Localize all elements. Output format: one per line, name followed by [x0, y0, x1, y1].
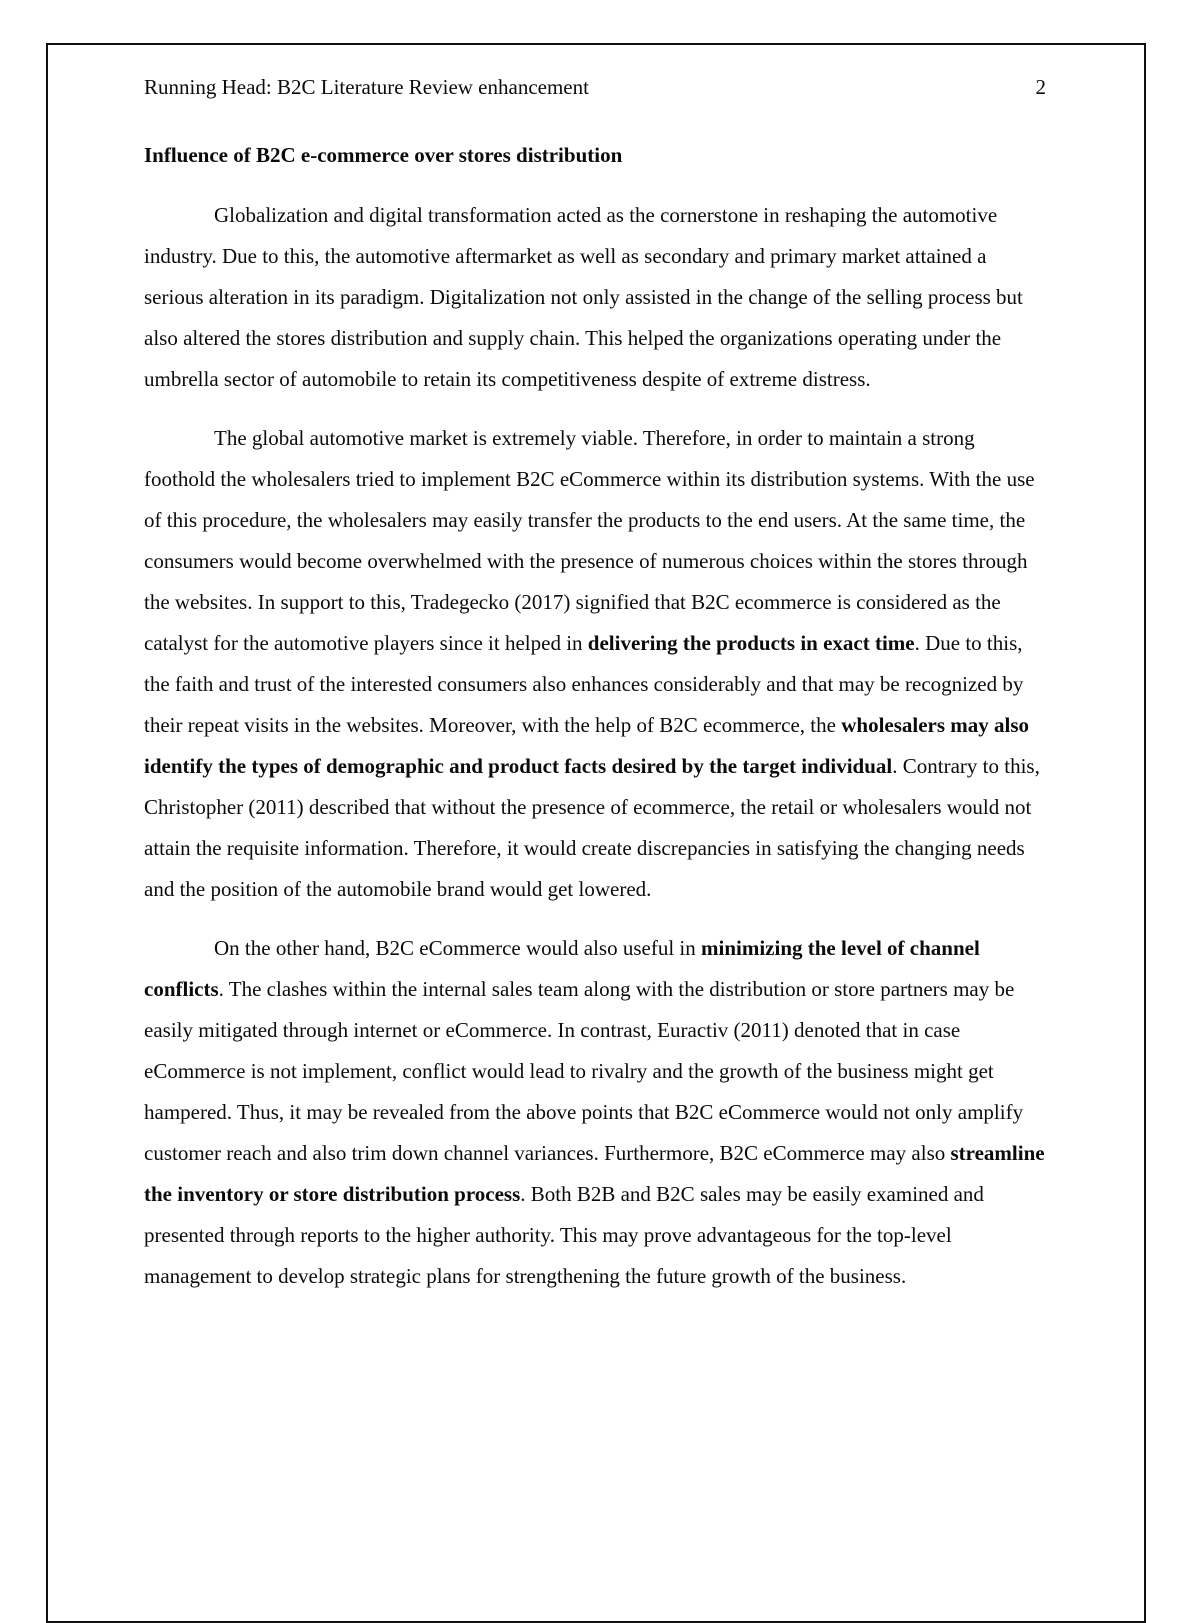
text-run-bold: wholesalers may also identify the types of demographic and product facts desired by the target individual	[144, 713, 1030, 779]
paragraph	[144, 418, 1046, 910]
page-number: 2	[1035, 75, 1046, 99]
text-run: . Contrary to this, Christopher (2011) described that without the presence of ecommerce, the retail or wholesalers would not attain the requisite information. Therefore, it would create discrepancies in satisfying the changing needs and the position of the automobile brand would get lowered.	[144, 754, 1040, 902]
text-run-bold: minimizing the level of channel conflicts	[144, 936, 980, 1002]
text-run: . Both B2B and B2C sales may be easily examined and presented through reports to the higher authority. This may prove advantageous for the top-level management to develop strategic plans for strengthening the future growth of the business.	[144, 1182, 984, 1289]
text-run: The global automotive market is extremely viable. Therefore, in order to maintain a strong foothold the wholesalers tried to implement B2C eCommerce within its distribution systems. With the use of this procedure, the wholesalers may easily transfer the products to the end users. At the same time, the consumers would become overwhelmed with the presence of numerous choices within the stores through the websites. In support to this, Tradegecko (2017) signified that B2C ecommerce is considered as the catalyst for the automotive players since it helped in	[144, 426, 1035, 656]
text-run-bold: streamline the inventory or store distribution process	[144, 1141, 1045, 1207]
page-border-frame	[46, 43, 1146, 1623]
paragraph	[144, 928, 1046, 1297]
section-heading: Influence of B2C e-commerce over stores distribution	[144, 143, 623, 168]
text-run: . The clashes within the internal sales team along with the distribution or store partners may be easily mitigated through internet or eCommerce. In contrast, Euractiv (2011) denoted that in case eCommerce is not implement, conflict would lead to rivalry and the growth of the business might get hampered. Thus, it may be revealed from the above points that B2C eCommerce would not only amplify customer reach and also trim down channel variances. Furthermore, B2C eCommerce may also	[144, 977, 1024, 1166]
running-head: Running Head: B2C Literature Review enhancement	[144, 75, 589, 99]
paragraph	[144, 195, 1046, 400]
text-run: Globalization and digital transformation acted as the cornerstone in reshaping the automotive industry. Due to this, the automotive aftermarket as well as secondary and primary market attained a serious alteration in its paradigm. Digitalization not only assisted in the change of the selling process but also altered the stores distribution and supply chain. This helped the organizations operating under the umbrella sector of automobile to retain its competitiveness despite of extreme distress.	[144, 203, 1023, 392]
text-run-bold: delivering the products in exact time	[587, 631, 915, 656]
page-content	[48, 45, 1144, 1297]
page-header	[144, 75, 1046, 100]
text-run: . Due to this, the faith and trust of the interested consumers also enhances considerably and that may be recognized by their repeat visits in the websites. Moreover, with the help of B2C ecommerce, the	[144, 631, 1024, 738]
text-run: On the other hand, B2C eCommerce would also useful in	[214, 936, 701, 961]
